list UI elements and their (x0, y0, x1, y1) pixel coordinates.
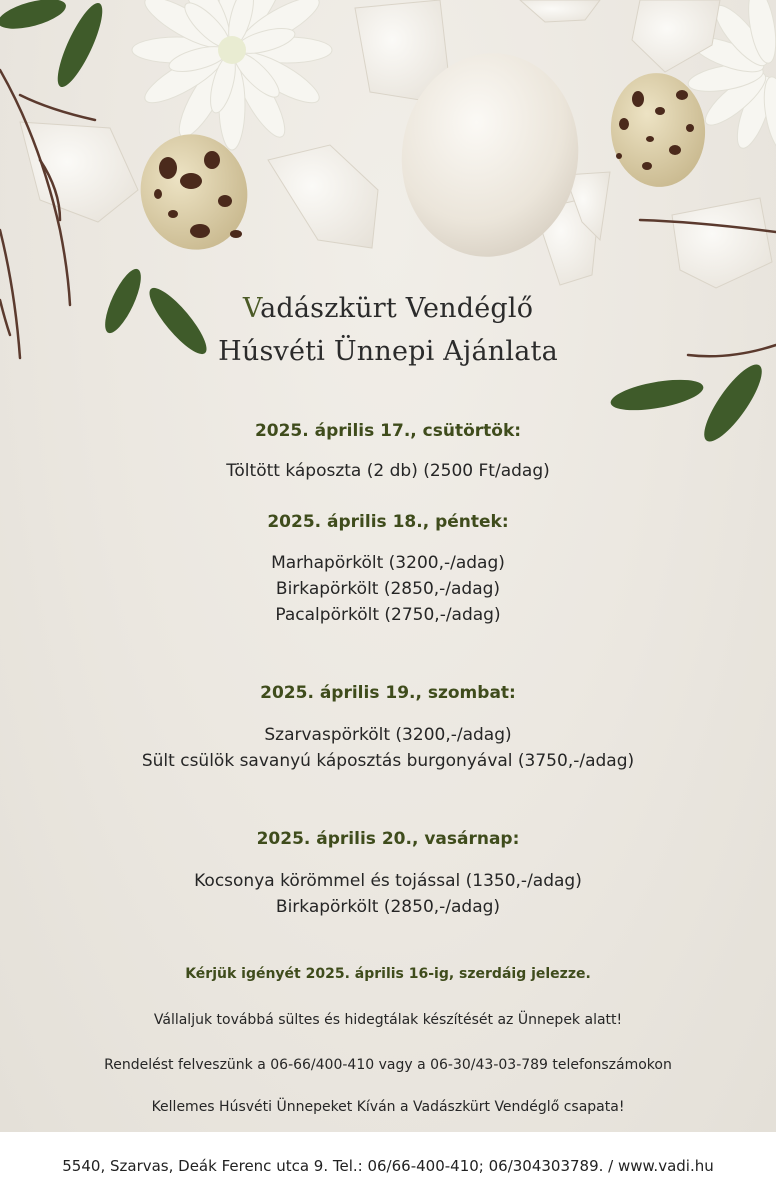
quail-egg-icon (128, 122, 260, 261)
flower-icon (132, 0, 332, 150)
menu-item: Birkapörkölt (2850,-/adag) (275, 579, 501, 599)
info-line: Kellemes Húsvéti Ünnepeket Kíván a Vadászkürt Vendéglő csapata! (151, 1099, 625, 1115)
contact-info: 5540, Szarvas, Deák Ferenc utca 9. Tel.: 06/66-400-410; 06/304303789. / www.vadi.hu (62, 1157, 714, 1175)
menu-item: Töltött káposzta (2 db) (2500 Ft/adag) (226, 461, 550, 481)
menu-item: Marhapörkölt (3200,-/adag) (271, 553, 505, 573)
day-heading: 2025. április 18., péntek: (267, 512, 509, 532)
menu-item: Birkapörkölt (2850,-/adag) (275, 897, 501, 917)
footer (0, 1132, 776, 1200)
menu-item: Szarvaspörkölt (3200,-/adag) (264, 725, 512, 745)
easter-decoration-image (0, 0, 776, 460)
order-deadline-notice: Kérjük igényét 2025. április 16-ig, szerdáig jelezze. (185, 966, 591, 982)
restaurant-title: Vadászkürt Vendéglő (242, 293, 534, 324)
day-heading: 2025. április 19., szombat: (260, 683, 516, 703)
offer-subtitle: Húsvéti Ünnepi Ajánlata (218, 336, 558, 367)
menu-item: Sült csülök savanyú káposztás burgonyával (3750,-/adag) (141, 751, 635, 771)
day-heading: 2025. április 20., vasárnap: (256, 829, 520, 849)
info-line: Vállaljuk továbbá sültes és hidegtálak készítését az Ünnepek alatt! (153, 1012, 623, 1028)
menu-item: Pacalpörkölt (2750,-/adag) (275, 605, 501, 625)
info-line: Rendelést felveszünk a 06-66/400-410 vagy a 06-30/43-03-789 telefonszámokon (104, 1057, 672, 1073)
day-heading: 2025. április 17., csütörtök: (254, 421, 522, 441)
menu-item: Kocsonya körömmel és tojással (1350,-/adag) (194, 871, 582, 891)
